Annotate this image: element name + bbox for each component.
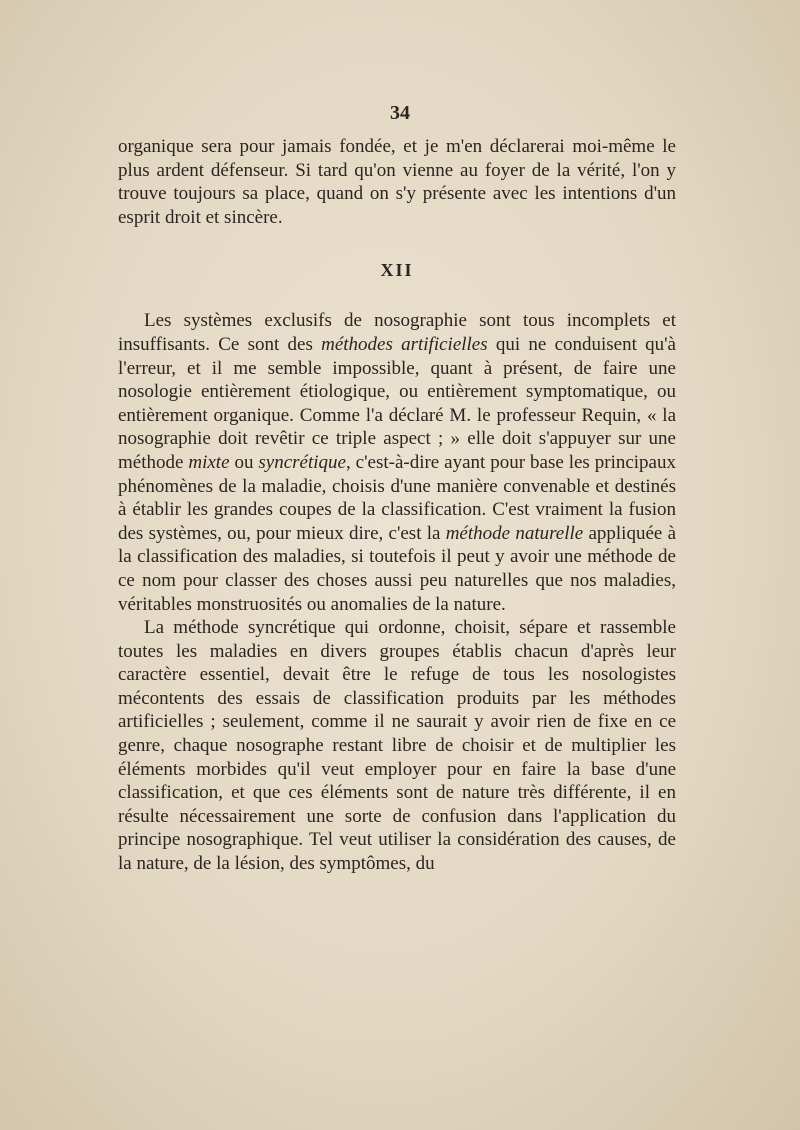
paragraph-2-emphasis-4: méthode naturelle xyxy=(445,522,584,544)
paragraph-2-emphasis-1: méthodes artificielles xyxy=(321,333,488,355)
paragraph-2-text-3: ou xyxy=(229,451,259,473)
paragraph-2-text-2: qui ne conduisent qu'à l'erreur, et il me semble impossible, quant à présent, de faire une nosologie entièrement étiologique, ou entièrement symptomatique, ou entièrement organique. Comme l'a déclaré M. le professeur Requin, « la nosographie doit revêtir ce triple aspect ; » elle doit s'appuyer sur une méthode xyxy=(118,333,676,473)
paragraph-2-text-5: appliquée à la classification des maladies, si toutefois il peut y avoir une méthode de ce nom pour classer des choses aussi peu naturelles que nos maladies, véritables monstruosités ou anomalies de la nature. xyxy=(118,522,677,615)
paragraph-2 xyxy=(118,309,676,616)
opening-paragraph: organique sera pour jamais fondée, et je m'en déclarerai moi-même le plus ardent défenseur. Si tard qu'on vienne au foyer de la vérité, l'on y trouve toujours sa place, quand on s'y présente avec les intentions d'un esprit droit et sincère. xyxy=(118,136,676,228)
page-number: 34 xyxy=(390,102,410,124)
paragraph-3: La méthode syncrétique qui ordonne, choisit, sépare et rassemble toutes les maladies en divers groupes établis chacun d'après leur caractère essentiel, devait être le refuge de tous les nosologistes mécontents des essais de classification produits par les méthodes artificielles ; seulement, comme il ne saurait y avoir rien de fixe en ce genre, chaque nosographe restant libre de choisir et de multiplier les éléments morbides qu'il veut employer pour en faire la base d'une classification, et que ces éléments sont de nature très différente, il en résulte nécessairement une sorte de confusion dans l'application du principe nosographique. Tel veut utiliser la considération des causes, de la nature, de la lésion, des symptômes, du xyxy=(118,617,676,875)
page-body xyxy=(118,135,676,876)
paragraph-2-emphasis-3: syncrétique xyxy=(258,451,346,473)
paragraph-2-emphasis-2: mixte xyxy=(188,451,230,473)
paragraph-2-text-4: , c'est-à-dire ayant pour base les principaux phénomènes de la maladie, choisis d'une manière convenable et destinés à établir les grandes coupes de la classification. C'est vraiment la fusion des systèmes, ou, pour mieux dire, c'est la xyxy=(118,451,676,544)
section-heading: XII xyxy=(380,260,414,281)
paragraph-2-text-1: Les systèmes exclusifs de nosographie sont tous incomplets et insuffisants. Ce sont des xyxy=(118,310,676,355)
